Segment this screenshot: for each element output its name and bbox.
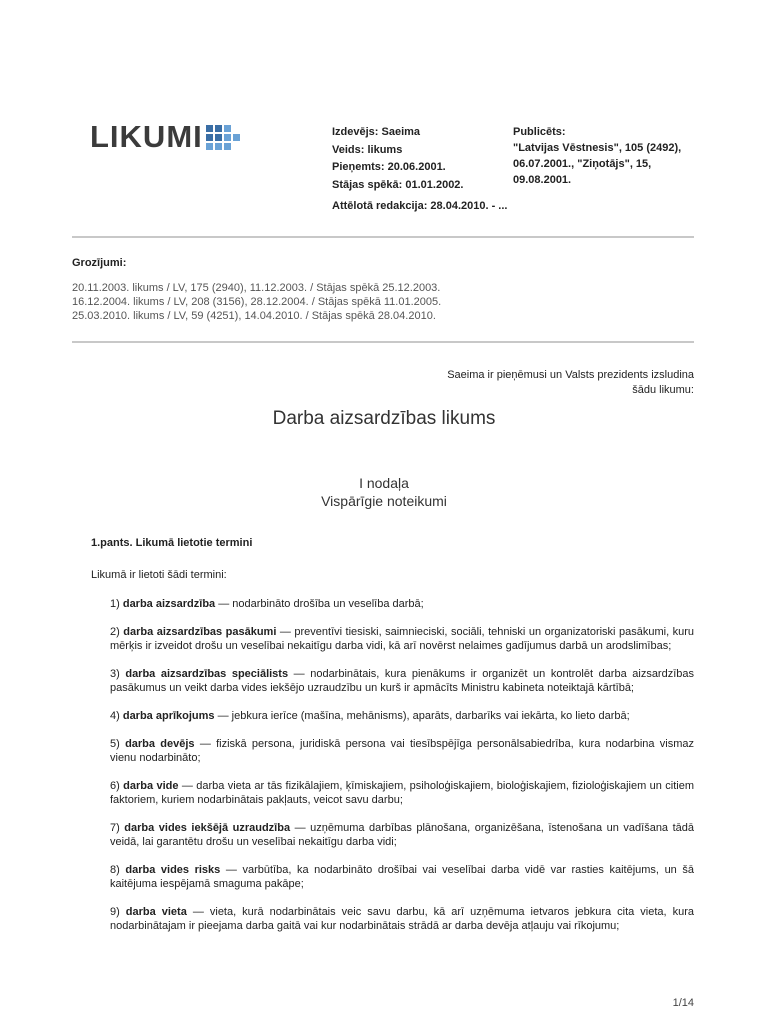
amendments-list — [72, 281, 441, 323]
page-number: 1/14 — [672, 997, 694, 1009]
law-title: Darba aizsardzības likums — [272, 408, 496, 429]
logo-square — [215, 134, 222, 141]
term-item — [110, 863, 694, 891]
term-definition: — jebkura ierīce (mašīna, mehānisms), aparāts, darbarīks vai iekārta, ko lieto darbā; — [217, 710, 630, 722]
term-number: 3) — [110, 668, 120, 680]
term-definition: — uzņēmuma darbības plānošana, organizēšana, īstenošana un vadīšana tādā veidā, lai garantētu drošu un veselībai nekaitīgu darba vidi; — [110, 822, 694, 848]
term-item — [110, 709, 694, 723]
published-label: Publicēts: — [513, 126, 566, 138]
logo-square — [206, 125, 213, 132]
term-name: darba vides risks — [125, 864, 221, 876]
term-name: darba vieta — [125, 906, 187, 918]
term-definition: — nodarbināto drošība un veselība darbā; — [218, 598, 424, 610]
logo-square — [233, 125, 240, 132]
term-name: darba aizsardzības speciālists — [125, 668, 289, 680]
term-item — [110, 625, 694, 653]
term-number: 7) — [110, 822, 120, 834]
chapter-number: I nodaļa — [359, 475, 409, 491]
logo-square — [233, 134, 240, 141]
term-number: 2) — [110, 626, 120, 638]
term-definition: — vieta, kurā nodarbinātais veic savu darbu, kā arī uzņēmuma ietvaros jebkura cita vieta, kura nodarbinātajam ir pieejama darba gaitā vai kur nodarbinātais strādā ar darba devēja atļauju vai rīkojumu; — [110, 906, 694, 932]
term-definition: — darba vieta ar tās fizikālajiem, ķīmiskajiem, psiholoģiskajiem, bioloģiskajiem, fizioloģiskajiem un citiem faktoriem, kuriem nodarbinātais pakļauts, veicot savu darbu; — [110, 780, 694, 806]
chapter-name: Vispārīgie noteikumi — [321, 493, 447, 509]
logo-square — [224, 125, 231, 132]
terms-list — [110, 597, 694, 947]
term-name: darba vides iekšējā uzraudzība — [124, 822, 291, 834]
logo-square — [224, 134, 231, 141]
term-item — [110, 667, 694, 695]
adopted-date: Pieņemts: 20.06.2001. — [332, 161, 446, 173]
amendment-item: 25.03.2010. likums / LV, 59 (4251), 14.04.2010. / Stājas spēkā 28.04.2010. — [72, 310, 436, 322]
term-name: darba vide — [123, 780, 179, 792]
term-item — [110, 779, 694, 807]
amendment-item: 16.12.2004. likums / LV, 208 (3156), 28.12.2004. / Stājas spēkā 11.01.2005. — [72, 296, 442, 308]
article-title: 1.pants. Likumā lietotie termini — [91, 537, 253, 549]
published-value: "Latvijas Vēstnesis", 105 (2492), 06.07.2001., "Ziņotājs", 15, 09.08.2001. — [513, 142, 682, 186]
logo-square — [224, 143, 231, 150]
amendments-title: Grozījumi: — [72, 257, 127, 269]
chapter-heading — [0, 474, 768, 510]
term-number: 6) — [110, 780, 120, 792]
term-number: 9) — [110, 906, 120, 918]
article-intro: Likumā ir lietoti šādi termini: — [91, 569, 227, 581]
term-name: darba devējs — [125, 738, 195, 750]
term-item — [110, 597, 694, 611]
logo-squares-icon — [206, 125, 240, 150]
logo-square — [206, 143, 213, 150]
term-definition: — nodarbinātais, kura pienākums ir organizēt un kontrolēt darba aizsardzības pasākumus un veikt darba vides iekšējo uzraudzību un kurš ir apmācīts Ministru kabineta noteiktajā kārtībā; — [110, 668, 695, 694]
likumi-logo — [90, 121, 240, 153]
logo-square — [215, 125, 222, 132]
divider — [72, 341, 694, 343]
logo-square — [233, 143, 240, 150]
document-type: Veids: likums — [332, 143, 403, 156]
logo-square — [206, 134, 213, 141]
term-number: 4) — [110, 710, 120, 722]
term-item — [110, 737, 694, 765]
displayed-edition: Attēlotā redakcija: 28.04.2010. - ... — [332, 200, 508, 212]
term-definition: — preventīvi tiesiski, saimnieciski, sociāli, tehniski un organizatoriski pasākumi, kuru mērķis ir izveidot drošu un veselībai nekaitīgu darba vidi, kā arī novērst nelaimes gadījumus darbā un arodslimības; — [110, 626, 695, 652]
term-number: 1) — [110, 598, 120, 610]
term-name: darba aprīkojums — [122, 710, 215, 722]
document-metadata — [332, 124, 507, 194]
in-force-date: Stājas spēkā: 01.01.2002. — [332, 178, 464, 191]
preamble: Saeima ir pieņēmusi un Valsts prezidents izsludina šādu likumu: — [447, 369, 694, 396]
term-definition: — fiziskā persona, juridiskā persona vai tiesībspējīga personālsabiedrība, kura nodarbina vismaz vienu nodarbināto; — [110, 738, 695, 764]
term-number: 8) — [110, 864, 120, 876]
term-item — [110, 821, 694, 849]
issuer: Izdevējs: Saeima — [332, 126, 421, 138]
term-item — [110, 905, 694, 933]
amendment-item: 20.11.2003. likums / LV, 175 (2940), 11.12.2003. / Stājas spēkā 25.12.2003. — [72, 282, 441, 294]
logo-square — [215, 143, 222, 150]
term-name: darba aizsardzība — [122, 598, 216, 610]
publication-info — [513, 124, 703, 188]
term-name: darba aizsardzības pasākumi — [123, 626, 277, 638]
term-definition: — varbūtība, ka nodarbināto drošībai vai veselībai darba vidē var rasties kaitējums, un šā kaitējuma iespējamā smaguma pakāpe; — [110, 864, 694, 890]
term-number: 5) — [110, 738, 120, 750]
logo-text: LIKUMI — [90, 119, 203, 154]
divider — [72, 236, 694, 238]
